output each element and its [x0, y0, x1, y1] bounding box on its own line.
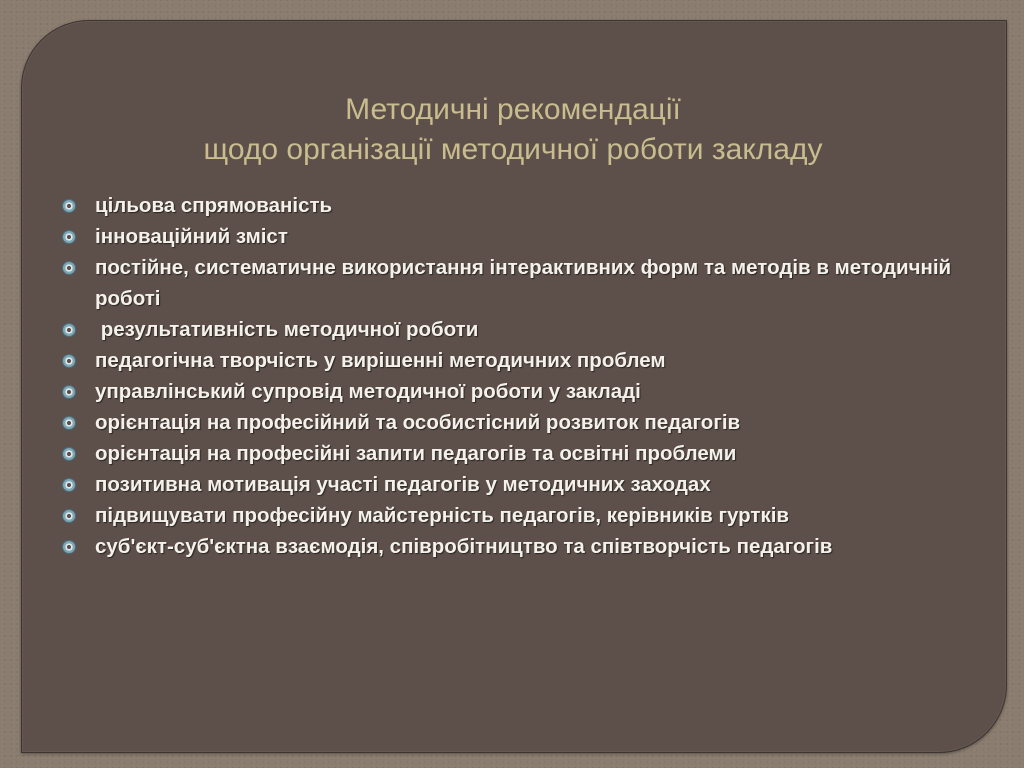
- bullet-text: постійне, систематичне використання інтерактивних форм та методів в методичній роботі: [95, 256, 952, 310]
- bullet-text: цільова спрямованість: [95, 194, 333, 217]
- bullet-text: підвищувати професійну майстерність педагогів, керівників гуртків: [95, 504, 789, 527]
- bullet-text: орієнтація на професійні запити педагогів та освітні проблеми: [95, 442, 737, 465]
- bullet-item: [60, 469, 990, 500]
- circle-bullet-icon: [63, 448, 75, 460]
- bullet-text: педагогічна творчість у вирішенні методичних проблем: [95, 349, 666, 372]
- bullet-item: [60, 531, 990, 562]
- circle-bullet-icon: [63, 479, 75, 491]
- circle-bullet-icon: [63, 200, 75, 212]
- circle-bullet-icon: [63, 355, 75, 367]
- slide-title-line-2: щодо організації методичної роботи закладу: [203, 133, 823, 167]
- circle-bullet-icon: [63, 386, 75, 398]
- bullet-text: суб'єкт-суб'єктна взаємодія, співробітництво та співтворчість педагогів: [95, 535, 833, 558]
- bullet-item: [60, 500, 990, 531]
- bullet-item: [60, 314, 990, 345]
- circle-bullet-icon: [63, 541, 75, 553]
- circle-bullet-icon: [63, 510, 75, 522]
- bullet-text: орієнтація на професійний та особистісний розвиток педагогів: [95, 411, 741, 434]
- bullet-item: [60, 345, 990, 376]
- slide-title-line-1: Методичні рекомендації: [345, 93, 681, 127]
- circle-bullet-icon: [63, 324, 75, 336]
- bullet-item: [60, 190, 990, 221]
- bullet-item: [60, 252, 990, 314]
- circle-bullet-icon: [63, 231, 75, 243]
- bullet-item: [60, 438, 990, 469]
- circle-bullet-icon: [63, 262, 75, 274]
- bullet-text: результативність методичної роботи: [100, 318, 479, 341]
- slide-title: [21, 90, 1005, 170]
- bullet-item: [60, 376, 990, 407]
- bullet-item: [60, 407, 990, 438]
- bullet-text: позитивна мотивація участі педагогів у методичних заходах: [95, 473, 711, 496]
- bullet-text: управлінський супровід методичної роботи у закладі: [95, 380, 641, 403]
- bullet-item: [60, 221, 990, 252]
- bullet-list: [60, 190, 990, 562]
- bullet-text: інноваційний зміст: [95, 225, 288, 248]
- circle-bullet-icon: [63, 417, 75, 429]
